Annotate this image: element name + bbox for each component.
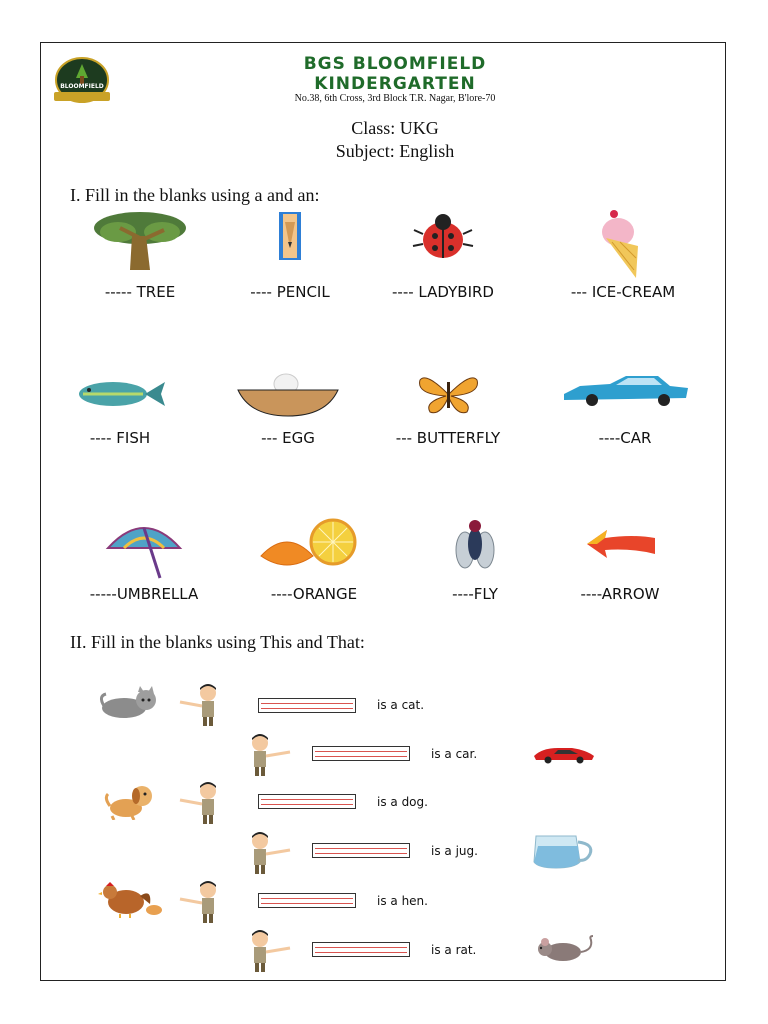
item-label: ----ARROW bbox=[580, 585, 660, 603]
item-orange bbox=[234, 518, 394, 608]
item-label: ---- PENCIL bbox=[250, 283, 330, 301]
sentence-text-6: is a rat. bbox=[431, 943, 477, 957]
sentence-text-4: is a jug. bbox=[431, 844, 478, 858]
sentence-text-3: is a dog. bbox=[377, 795, 428, 809]
item-label: --- BUTTERFLY bbox=[395, 429, 501, 447]
class-line: Class: UKG bbox=[351, 118, 439, 138]
item-label: --- EGG bbox=[261, 429, 315, 447]
sentence-text-5: is a hen. bbox=[377, 894, 428, 908]
item-butterfly bbox=[368, 372, 528, 452]
item-label: -----UMBRELLA bbox=[89, 585, 199, 603]
blank-input-1[interactable] bbox=[258, 698, 356, 713]
girl-pointing-icon bbox=[244, 930, 292, 972]
school-name-line1: BGS BLOOMFIELD bbox=[303, 54, 487, 74]
fish-icon bbox=[73, 372, 168, 412]
item-pencil bbox=[210, 208, 370, 308]
page-border bbox=[40, 42, 726, 981]
blank-input-6[interactable] bbox=[312, 942, 410, 957]
school-logo-icon bbox=[50, 56, 114, 106]
item-label: ---- FISH bbox=[89, 429, 151, 447]
item-label: --- ICE-CREAM bbox=[570, 283, 676, 301]
item-fish bbox=[40, 372, 200, 452]
subject-line: Subject: English bbox=[335, 141, 455, 161]
fly-icon bbox=[455, 518, 495, 573]
girl-pointing-icon bbox=[244, 734, 292, 776]
item-ice-cream bbox=[543, 208, 703, 308]
blank-input-4[interactable] bbox=[312, 843, 410, 858]
girl-pointing-icon bbox=[244, 832, 292, 874]
hen-icon bbox=[96, 882, 164, 918]
logo-text: BLOOMFIELD bbox=[60, 83, 104, 90]
butterfly-icon bbox=[416, 372, 481, 416]
school-address: No.38, 6th Cross, 3rd Block T.R. Nagar, B'lore-70 bbox=[294, 93, 496, 104]
blank-input-2[interactable] bbox=[312, 746, 410, 761]
item-label: ---- LADYBIRD bbox=[392, 283, 494, 301]
sentence-text-1: is a cat. bbox=[377, 698, 425, 712]
cat-icon bbox=[98, 686, 160, 722]
egg-icon bbox=[236, 372, 341, 417]
ice-cream-icon bbox=[598, 208, 648, 280]
orange-icon bbox=[257, 518, 372, 574]
section1-heading: I. Fill in the blanks using a and an: bbox=[70, 185, 320, 205]
sentence-text-2: is a car. bbox=[431, 747, 478, 761]
section2-heading: II. Fill in the blanks using This and That: bbox=[70, 632, 365, 652]
blank-input-5[interactable] bbox=[258, 893, 356, 908]
girl-pointing-icon bbox=[178, 881, 226, 923]
tree-icon bbox=[90, 208, 190, 273]
item-egg bbox=[208, 372, 368, 452]
rat-icon bbox=[533, 934, 597, 964]
girl-pointing-icon bbox=[178, 782, 226, 824]
red-car-icon bbox=[532, 744, 596, 764]
pencil-icon bbox=[275, 208, 305, 263]
item-fly bbox=[395, 518, 555, 608]
car-icon bbox=[560, 372, 690, 407]
jug-icon bbox=[530, 832, 596, 870]
dog-icon bbox=[102, 784, 160, 820]
item-label: ----CAR bbox=[598, 429, 652, 447]
item-label: ----FLY bbox=[452, 585, 498, 603]
blank-input-3[interactable] bbox=[258, 794, 356, 809]
ladybird-icon bbox=[408, 208, 478, 263]
arrow-icon bbox=[583, 518, 658, 563]
item-label: ----- TREE bbox=[104, 283, 176, 301]
item-car bbox=[545, 372, 705, 452]
item-label: ----ORANGE bbox=[270, 585, 358, 603]
item-umbrella bbox=[64, 518, 224, 608]
item-arrow bbox=[540, 518, 700, 608]
school-name-line2: KINDERGARTEN bbox=[314, 74, 476, 94]
item-tree bbox=[60, 208, 220, 308]
girl-pointing-icon bbox=[178, 684, 226, 726]
item-ladybird bbox=[363, 208, 523, 308]
umbrella-icon bbox=[104, 518, 184, 580]
